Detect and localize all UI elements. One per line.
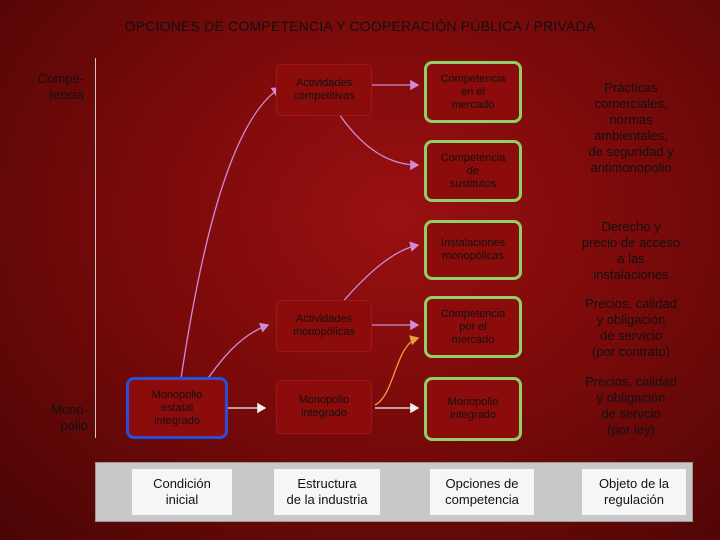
market-competition-line1: Competencia <box>440 72 506 85</box>
footer-regulation-object <box>582 469 686 515</box>
regulation-law-text <box>568 374 694 438</box>
footer-competition-options <box>430 469 534 515</box>
regulation-practices-text <box>568 80 694 176</box>
integrated-monopoly-structure-box <box>276 380 372 434</box>
footer-initial-condition <box>132 469 232 515</box>
integrated-monopoly-option-line2: integrado <box>450 409 496 421</box>
footer-regulation-object-line2: regulación <box>603 492 664 507</box>
monopolic-facilities-line1: Instalaciones <box>440 237 506 249</box>
regulation-contract-line4: (por contrato) <box>591 344 671 359</box>
regulation-practices-line6: antimonopolio <box>590 160 672 175</box>
arrow-initial-to-competitive <box>180 88 280 385</box>
monopolic-activities-box <box>276 300 372 352</box>
footer-initial-condition-line2: inicial <box>165 492 199 507</box>
for-market-competition-box <box>424 296 522 358</box>
axis-label-competition-line2: tencia <box>49 87 84 102</box>
axis-label-monopoly-line1: Mono- <box>51 402 88 417</box>
footer-industry-structure <box>274 469 380 515</box>
regulation-practices-line1: Prácticas <box>604 80 658 95</box>
regulation-contract-line3: de servicio <box>599 328 663 343</box>
competitive-activities-line1: Actividades <box>295 77 353 89</box>
regulation-access-text <box>568 219 694 283</box>
for-market-competition-line1: Competencia <box>440 307 506 320</box>
for-market-competition-line2: por el <box>459 320 487 333</box>
footer-competition-options-line1: Opciones de <box>445 476 519 491</box>
competitive-activities-line2: competitivas <box>293 90 355 102</box>
regulation-law-line3: de servcio <box>601 406 661 421</box>
initial-box-line1: Monopolio <box>151 388 203 401</box>
regulation-access-line4: instalaciones <box>593 267 669 282</box>
substitutes-competition-box <box>424 140 522 202</box>
arrow-integrated-to-for-market <box>375 338 418 405</box>
substitutes-competition-line3: sustitutos <box>449 177 497 190</box>
for-market-competition-line3: mercado <box>451 333 495 346</box>
substitutes-competition-line1: Competencia <box>440 151 506 164</box>
monopolic-activities-line1: Actividades <box>295 313 353 325</box>
regulation-law-line2: y obligación <box>596 390 666 405</box>
diagram-title: OPCIONES DE COMPETENCIA Y COOPERACIÓN PÚBLICA / PRIVADA <box>124 18 596 34</box>
monopolic-facilities-line2: monopólicas <box>442 250 504 262</box>
integrated-monopoly-structure-line2: integrado <box>301 407 347 419</box>
regulation-contract-line2: y obligación <box>596 312 666 327</box>
market-competition-box <box>424 61 522 123</box>
regulation-law-line4: (por ley) <box>607 422 655 437</box>
regulation-access-line1: Derecho y <box>601 219 661 234</box>
integrated-monopoly-option-box <box>424 377 522 441</box>
regulation-contract-line1: Precios, calidad <box>585 296 677 311</box>
regulation-practices-line2: comerciales, <box>594 96 668 111</box>
integrated-monopoly-option-line1: Monopolio <box>447 396 499 408</box>
regulation-practices-line5: de seguridad y <box>588 144 674 159</box>
arrow-monopolic-to-facilities <box>340 245 418 305</box>
footer-industry-structure-line1: Estructura <box>297 476 357 491</box>
regulation-practices-line4: ambientales, <box>594 128 668 143</box>
axis-label-monopoly-line2: polio <box>60 418 88 433</box>
regulation-law-line1: Precios, calidad <box>585 374 677 389</box>
regulation-access-line2: precio de acceso <box>581 235 681 250</box>
initial-state-monopoly-box <box>126 377 228 439</box>
regulation-contract-text <box>568 296 694 360</box>
regulation-access-line3: a las <box>617 251 645 266</box>
monopolic-activities-line2: monopólicas <box>293 326 355 338</box>
axis-label-competition-line1: Compe- <box>37 71 84 86</box>
monopolic-facilities-box <box>424 220 522 280</box>
footer-initial-condition-line1: Condición <box>153 476 211 491</box>
market-competition-line3: mercado <box>451 98 495 111</box>
substitutes-competition-line2: de <box>466 164 480 177</box>
footer-competition-options-line2: competencia <box>445 492 519 507</box>
initial-box-line3: integrado <box>154 414 200 427</box>
integrated-monopoly-structure-line1: Monopolio <box>298 394 350 406</box>
initial-box-line2: estatal <box>160 401 194 414</box>
footer-industry-structure-line2: de la industria <box>286 492 368 507</box>
market-competition-line2: en el <box>461 85 485 98</box>
competitive-activities-box <box>276 64 372 116</box>
footer-regulation-object-line1: Objeto de la <box>598 476 670 491</box>
regulation-practices-line3: normas <box>609 112 653 127</box>
